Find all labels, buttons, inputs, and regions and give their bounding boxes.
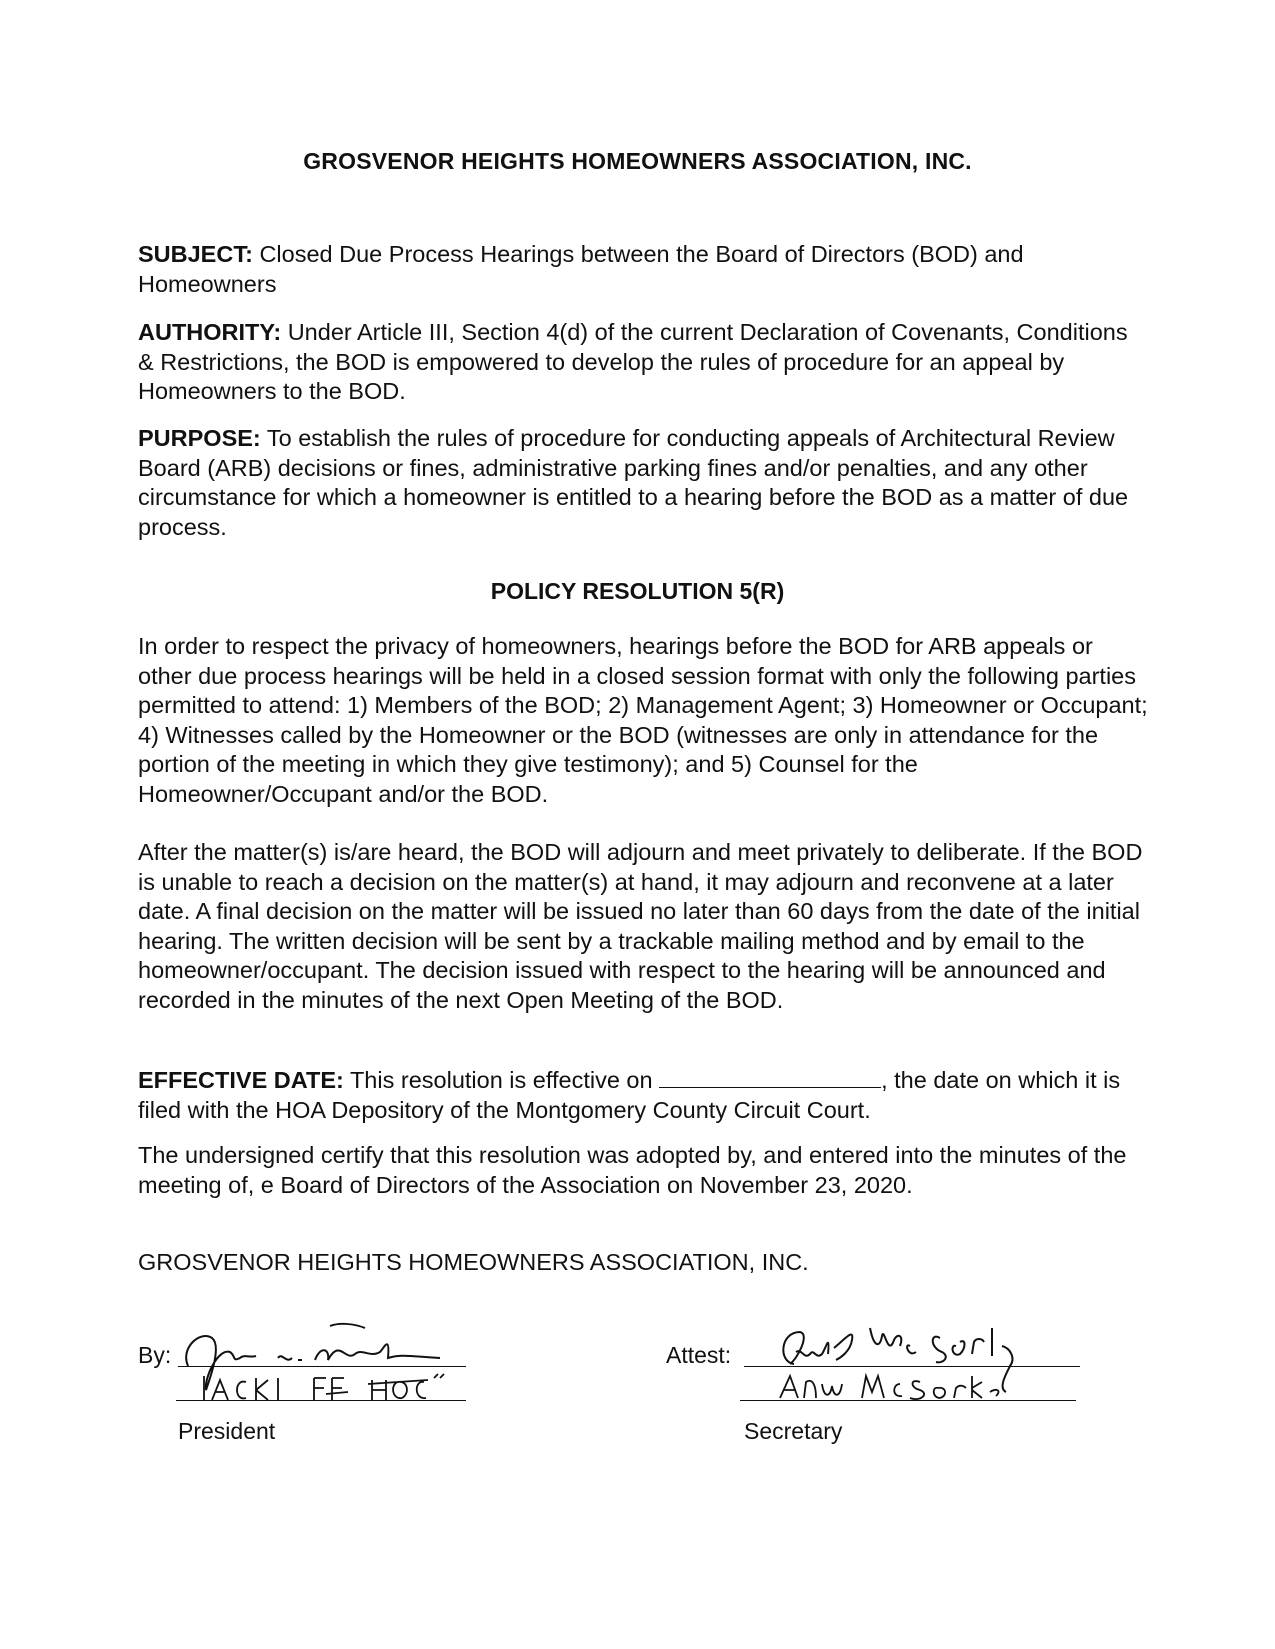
by-label: By: <box>138 1342 172 1368</box>
purpose-paragraph <box>138 424 1148 542</box>
effective-date-text-after: , the date on which it is filed with the HOA Depository of the Montgomery County Circuit Court. <box>138 1067 1121 1123</box>
purpose-text: To establish the rules of procedure for conducting appeals of Architectural Review Board (ARB) decisions or fines, administrative parking fines and/or penalties, and any other circumstance for which a homeowner is entitled to a hearing before the BOD as a matter of due process. <box>138 425 1129 540</box>
president-title: President <box>178 1418 276 1444</box>
authority-label: AUTHORITY: <box>138 319 282 345</box>
purpose-label: PURPOSE: <box>138 425 261 451</box>
policy-paragraph-2: After the matter(s) is/are heard, the BOD will adjourn and meet privately to deliberate. If the BOD is unable to reach a decision on the matter(s) at hand, it may adjourn and reconvene at a later date. A final decision on the matter will be issued no later than 60 days from the date of the initial hearing. The written decision will be sent by a trackable mailing method and by email to the homeowner/occupant. The decision issued with respect to the hearing will be announced and recorded in the minutes of the next Open Meeting of the BOD. <box>138 839 1143 1013</box>
policy-heading: POLICY RESOLUTION 5(R) <box>490 578 785 604</box>
secretary-title: Secretary <box>744 1418 843 1444</box>
subject-text: Closed Due Process Hearings between the Board of Directors (BOD) and Homeowners <box>138 241 1024 297</box>
effective-date-blank <box>659 1069 881 1088</box>
authority-text: Under Article III, Section 4(d) of the current Declaration of Covenants, Conditions & Restrictions, the BOD is empowered to develop the rules of procedure for an appeal by Homeowners to the BOD. <box>138 319 1128 404</box>
subject-label: SUBJECT: <box>138 241 253 267</box>
document-title: GROSVENOR HEIGHTS HOMEOWNERS ASSOCIATION, INC. <box>303 148 972 174</box>
closing-organization: GROSVENOR HEIGHTS HOMEOWNERS ASSOCIATION, INC. <box>138 1249 809 1275</box>
certification-paragraph: The undersigned certify that this resolution was adopted by, and entered into the minutes of the meeting of, e Board of Directors of the Association on November 23, 2020. <box>138 1142 1127 1198</box>
subject-paragraph <box>138 240 1148 299</box>
attest-label: Attest: <box>666 1342 732 1368</box>
policy-paragraph-1: In order to respect the privacy of homeowners, hearings before the BOD for ARB appeals or other due process hearings will be held in a closed session format with only the following parties permitted to attend: 1) Members of the BOD; 2) Management Agent; 3) Homeowner or Occupant; 4) Witnesses called by the Homeowner or the BOD (witnesses are only in attendance for the portion of the meeting in which they give testimony); and 5) Counsel for the Homeowner/Occupant and/or the BOD. <box>138 633 1148 807</box>
effective-date-label: EFFECTIVE DATE: <box>138 1067 344 1093</box>
effective-date-paragraph <box>138 1066 1148 1125</box>
authority-paragraph <box>138 318 1148 407</box>
secretary-printed-name-handwriting <box>760 1370 1020 1408</box>
president-printed-name-handwriting <box>176 1372 476 1408</box>
effective-date-text-before: This resolution is effective on <box>349 1067 653 1093</box>
